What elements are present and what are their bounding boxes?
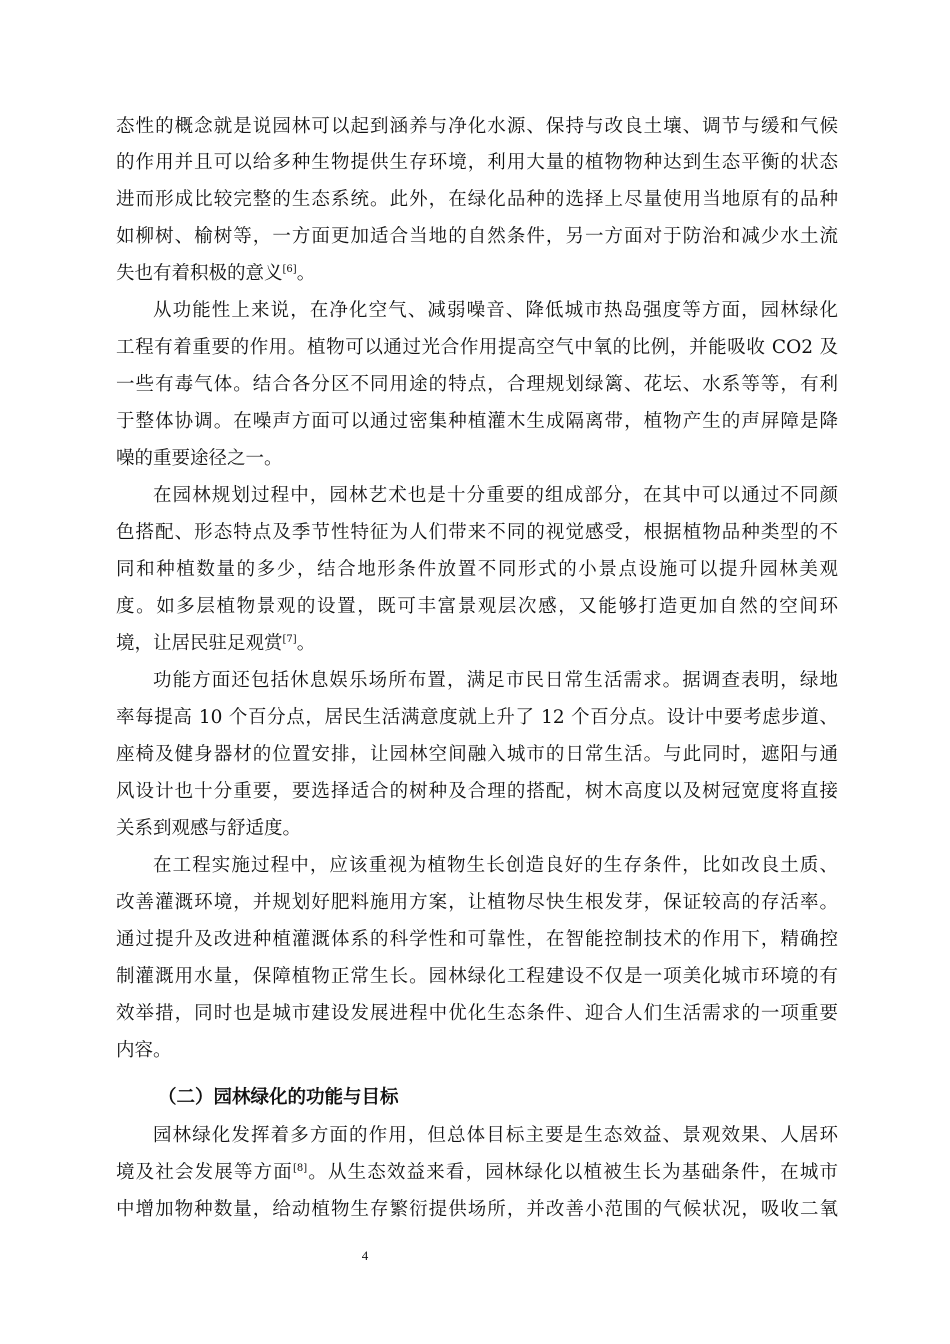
section-heading: （二）园林绿化的功能与目标 [158,1087,399,1108]
paragraph-line: 的作用并且可以给多种生物提供生存环境，利用大量的植物物种达到生态平衡的状态 [116,152,838,173]
paragraph-line: 功能方面还包括休息娱乐场所布置，满足市民日常生活需求。据调查表明，绿地 [153,670,838,691]
paragraph-line: 座椅及健身器材的位置安排，让园林空间融入城市的日常生活。与此同时，遮阳与通 [116,744,838,765]
page-number: 4 [361,1248,369,1263]
paragraph-line: 改善灌溉环境，并规划好肥料施用方案，让植物尽快生根发芽，保证较高的存活率。 [116,892,838,913]
paragraph-line: 如柳树、榆树等，一方面更加适合当地的自然条件，另一方面对于防治和减少水土流 [116,226,838,247]
paragraph-line: 工程有着重要的作用。植物可以通过光合作用提高空气中氧的比例，并能吸收 CO2 及 [116,337,838,358]
paragraph-line [116,261,838,287]
paragraph-line: 内容。 [116,1040,172,1061]
paragraph-line: 于整体协调。在噪声方面可以通过密集种植灌木生成隔离带，植物产生的声屏障是降 [116,411,838,432]
paragraph-text: 失也有着积极的意义 [116,263,283,284]
paragraph-line: 在园林规划过程中，园林艺术也是十分重要的组成部分，在其中可以通过不同颜 [153,485,838,506]
paragraph-text: 。 [296,263,316,284]
citation-marker: [6] [282,264,297,275]
paragraph-line: 在工程实施过程中，应该重视为植物生长创造良好的生存条件，比如改良土质、 [153,855,838,876]
paragraph-line: 态性的概念就是说园林可以起到涵养与净化水源、保持与改良土壤、调节与缓和气候 [116,116,838,137]
paragraph-line: 制灌溉用水量，保障植物正常生长。园林绿化工程建设不仅是一项美化城市环境的有 [116,966,838,987]
paragraph-line: 关系到观感与舒适度。 [116,818,302,839]
paragraph-line: 率每提高 10 个百分点，居民生活满意度就上升了 12 个百分点。设计中要考虑步道、 [116,707,838,728]
paragraph-line [116,1160,838,1186]
citation-marker: [7] [282,634,297,645]
citation-marker: [8] [292,1163,308,1174]
paragraph-line: 色搭配、形态特点及季节性特征为人们带来不同的视觉感受，根据植物品种类型的不 [116,522,838,543]
paragraph-text: 境及社会发展等方面 [116,1162,293,1183]
paragraph-line: 园林绿化发挥着多方面的作用，但总体目标主要是生态效益、景观效果、人居环 [153,1125,838,1146]
paragraph-line: 进而形成比较完整的生态系统。此外，在绿化品种的选择上尽量使用当地原有的品种 [116,189,838,210]
paragraph-line [116,631,838,657]
paragraph-text: 境，让居民驻足观赏 [116,633,283,654]
paragraph-line: 一些有毒气体。结合各分区不同用途的特点，合理规划绿篱、花坛、水系等等，有利 [116,374,838,395]
paragraph-line: 中增加物种数量，给动植物生存繁衍提供场所，并改善小范围的气候状况，吸收二氧 [116,1199,838,1220]
paragraph-text: 。从生态效益来看，园林绿化以植被生长为基础条件，在城市 [307,1162,838,1183]
paragraph-line: 从功能性上来说，在净化空气、减弱噪音、降低城市热岛强度等方面，园林绿化 [153,300,838,321]
paragraph-line: 风设计也十分重要，要选择适合的树种及合理的搭配，树木高度以及树冠宽度将直接 [116,781,838,802]
paragraph-line: 同和种植数量的多少，结合地形条件放置不同形式的小景点设施可以提升园林美观 [116,559,838,580]
paragraph-line: 通过提升及改进种植灌溉体系的科学性和可靠性，在智能控制技术的作用下，精确控 [116,929,838,950]
paragraph-line: 噪的重要途径之一。 [116,448,283,469]
paragraph-line: 效举措，同时也是城市建设发展进程中优化生态条件、迎合人们生活需求的一项重要 [116,1003,838,1024]
paragraph-line: 度。如多层植物景观的设置，既可丰富景观层次感，又能够打造更加自然的空间环 [116,596,838,617]
paragraph-text: 。 [296,633,316,654]
